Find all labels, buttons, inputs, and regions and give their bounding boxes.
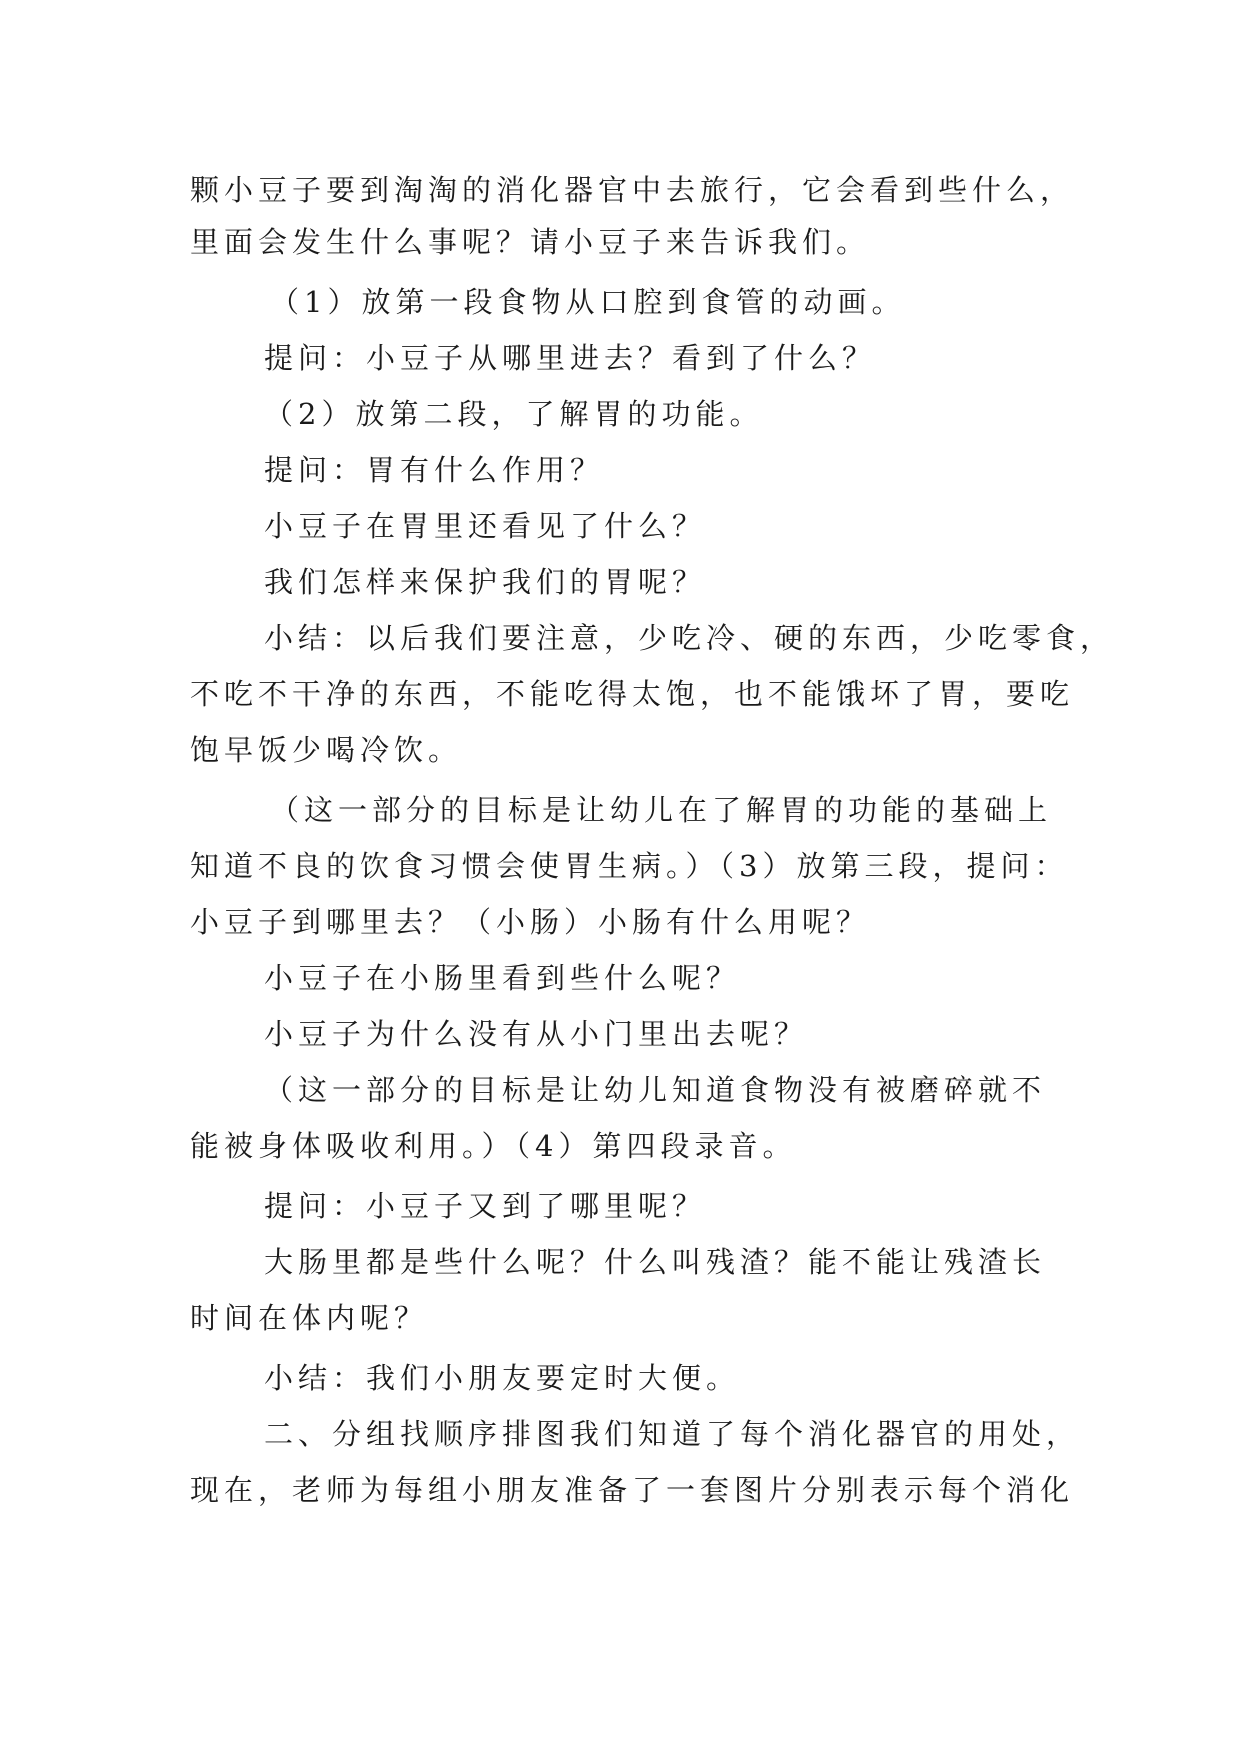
text-line: 小结：我们小朋友要定时大便。 (264, 1361, 741, 1395)
text-line: 时间在体内呢？ (190, 1301, 429, 1335)
text-line: 不吃不干净的东西，不能吃得太饱，也不能饿坏了胃，要吃 (190, 677, 1075, 711)
text-line: 现在，老师为每组小朋友准备了一套图片分别表示每个消化 (190, 1473, 1075, 1507)
text-line: 饱早饭少喝冷饮。 (190, 733, 463, 767)
text-line: 颗小豆子要到淘淘的消化器官中去旅行，它会看到些什么， (190, 173, 1075, 207)
text-line: 提问：小豆子又到了哪里呢？ (264, 1189, 707, 1223)
text-line: （这一部分的目标是让幼儿在了解胃的功能的基础上 (270, 793, 1053, 827)
text-line: 提问：小豆子从哪里进去？看到了什么？ (264, 341, 877, 375)
text-line: 小豆子到哪里去？（小肠）小肠有什么用呢？ (190, 905, 871, 939)
text-line: 能被身体吸收利用。）（4）第四段录音。 (190, 1129, 797, 1163)
text-line: （1）放第一段食物从口腔到食管的动画。 (270, 285, 906, 319)
text-line: 大肠里都是些什么呢？什么叫残渣？能不能让残渣长 (264, 1245, 1047, 1279)
text-line: 提问：胃有什么作用？ (264, 453, 605, 487)
text-line: 里面会发生什么事呢？请小豆子来告诉我们。 (190, 225, 871, 259)
text-line: 知道不良的饮食习惯会使胃生病。）（3）放第三段，提问： (190, 849, 1069, 883)
text-line: 小豆子在小肠里看到些什么呢？ (264, 961, 741, 995)
text-line: （这一部分的目标是让幼儿知道食物没有被磨碎就不 (264, 1073, 1047, 1107)
text-line: 小豆子在胃里还看见了什么？ (264, 509, 707, 543)
text-line: （2）放第二段，了解胃的功能。 (264, 397, 764, 431)
text-line: 小结：以后我们要注意，少吃冷、硬的东西，少吃零食， (264, 621, 1115, 655)
text-line: 二、分组找顺序排图我们知道了每个消化器官的用处， (264, 1417, 1081, 1451)
text-line: 小豆子为什么没有从小门里出去呢？ (264, 1017, 809, 1051)
text-line: 我们怎样来保护我们的胃呢？ (264, 565, 707, 599)
